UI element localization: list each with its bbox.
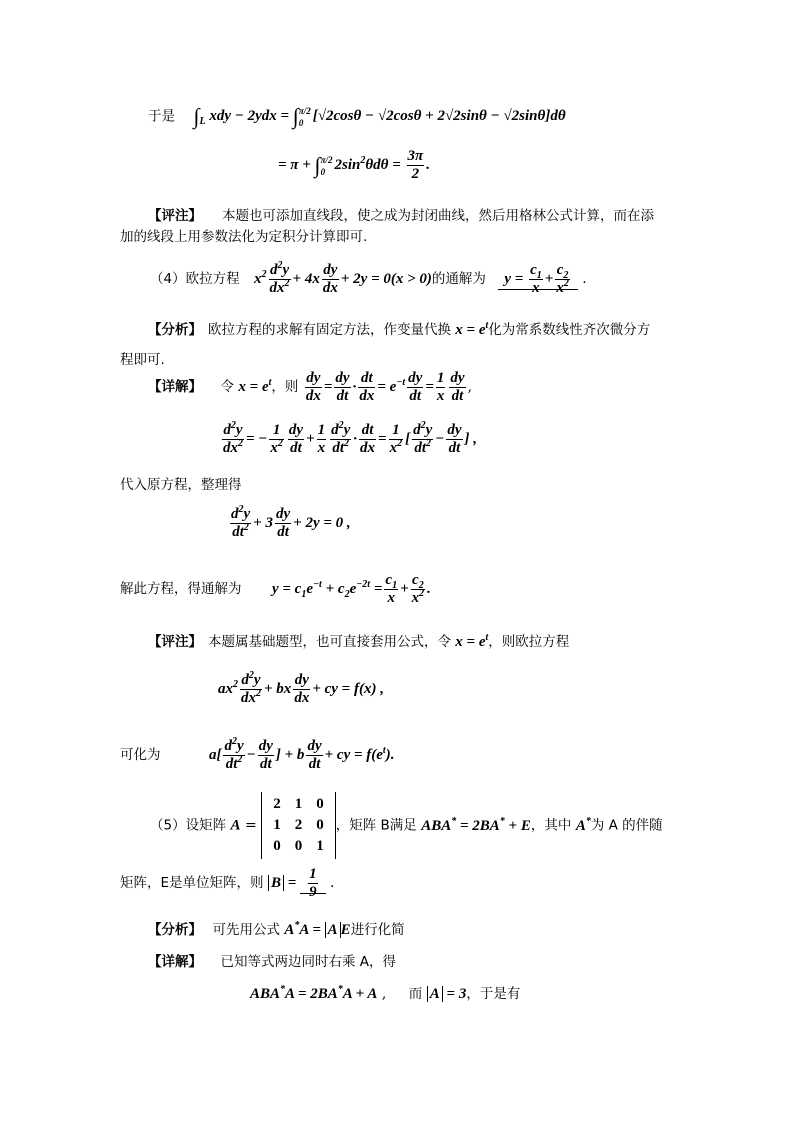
general-solution: 解此方程，得通解为 $y = c_1e^{-t} + c_2e^{-2t}$ = $\frac{c_1}{x}$ + $\frac{c_2}{x^2}$ . bbox=[120, 572, 431, 606]
substitute-text: 代入原方程，整理得 bbox=[120, 477, 242, 493]
detail-2-equation: ABA*A = 2BA*A + A , 而 A = 3，于是有 bbox=[250, 984, 521, 1002]
question-5-line-2: 矩阵，E是单位矩阵，则 B = $\frac{1}{9}$ . bbox=[120, 866, 335, 900]
comment-2: 【评注】 本题属基础题型，也可直接套用公式，令 $x = e^t$，则欧拉方程 bbox=[148, 632, 570, 650]
comment-1-line-1: 【评注】 本题也可添加直线段，使之成为封闭曲线，然后用格林公式计算，而在添 bbox=[148, 208, 654, 224]
formula-integral-1: $\int_L$ xdy − 2ydx = ∫ π/2 0 [√2cosθ − √2cosθ + 2√2sinθ − √2sinθ]dθ bbox=[193, 104, 566, 129]
formula-integral-2: = π + ∫ π/2 0 $2\sin^2\theta d\theta$ = $\frac{3\pi}{2}$ . bbox=[278, 148, 430, 182]
analysis-1-line-1: 【分析】 欧拉方程的求解有固定方法，作变量代换 $x = e^t$化为常系数线性齐次微分方 bbox=[148, 320, 651, 338]
detail-1-line-2: $\frac{d^2y}{dx^2}$ = − $\frac{1}{x^2}$ $\frac{dy}{dt}$ + $\frac{1}{x}$ $\frac{d^2y}{dt^2}$ · $\frac{dt}{dx}$ = $\frac{1}{x^2}$ [ $\frac{d^2y}{dt^2}$ − $\frac{dy}{dt}$ ] , bbox=[223, 420, 478, 456]
detail-1-line-1: 【详解】 令 $x = e^t$，则 $\frac{dy}{dx}$ = $\frac{dy}{dt}$ · $\frac{dt}{dx}$ = $e^{-t}$ $\frac{dy}{dt}$ = $\frac{1}{x}$ $\frac{dy}{dt}$ , bbox=[148, 370, 473, 404]
analysis-1-line-2: 程即可. bbox=[120, 352, 165, 368]
transformed-form: 可化为 a[ $\frac{d^2y}{dt^2}$ − $\frac{dy}{dt}$ ] + b $\frac{dy}{dt}$ + cy = $f(e^t)$. bbox=[120, 736, 395, 772]
label-yushi: 于是 bbox=[148, 108, 175, 125]
question-4: （4）欧拉方程 $x^2$ $\frac{d^2y}{dx^2}$ + 4x $\frac{dy}{dx}$ + 2y = 0(x > 0)的通解为 y = $\frac{c_1}{x}$ + $\frac{c_2}{x^2}$ . bbox=[150, 260, 587, 296]
reduced-equation: $\frac{d^2y}{dt^2}$ + 3 $\frac{dy}{dt}$ + 2y = 0 , bbox=[231, 504, 351, 540]
detail-2: 【详解】 已知等式两边同时右乘 A，得 bbox=[148, 954, 396, 970]
comment-1-line-2: 加的线段上用参数法化为定积分计算即可. bbox=[120, 229, 368, 245]
integral-line-1 bbox=[148, 104, 566, 130]
euler-general-form: $ax^2$ $\frac{d^2y}{dx^2}$ + bx $\frac{dy}{dx}$ + cy = f(x) , bbox=[218, 670, 384, 706]
matrix-a: 2 1 0 1 2 0 0 0 1 bbox=[261, 792, 336, 859]
analysis-2: 【分析】 可先用公式 A*A = A E进行化简 bbox=[148, 920, 405, 938]
question-5-line-1: （5）设矩阵 A = 2 1 0 1 2 0 0 0 1 ，矩阵 B满足 ABA* = 2BA* + E，其中 A*为 A 的伴随 bbox=[150, 792, 663, 859]
